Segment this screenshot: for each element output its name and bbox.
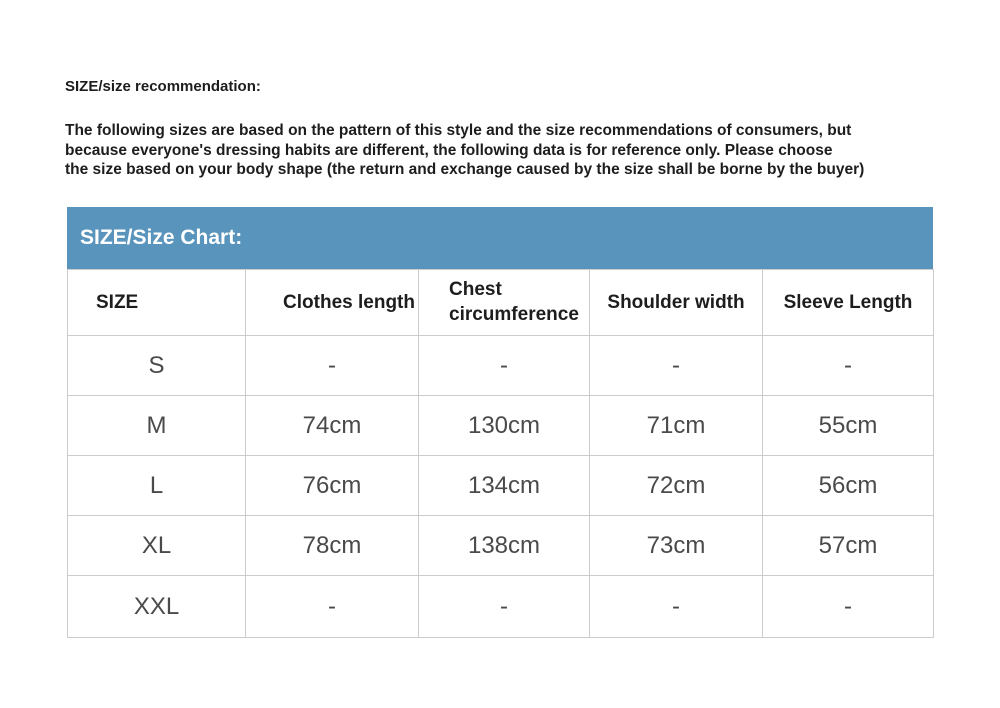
table-row [68,396,934,456]
table-row [68,516,934,576]
table-row [68,576,934,638]
size-chart-table [67,269,934,638]
value-cell: 78cm [246,516,419,576]
table-row [68,336,934,396]
column-header-shoulder-width: Shoulder width [590,270,763,336]
value-cell: 138cm [419,516,590,576]
value-cell: - [763,576,934,638]
size-cell: S [68,336,246,396]
size-cell: M [68,396,246,456]
column-header-size: SIZE [68,270,246,336]
description-line: The following sizes are based on the pattern of this style and the size recommendations of consumers, but [65,122,852,139]
column-header-sleeve-length: Sleeve Length [763,270,934,336]
column-header-chest-circumference: Chest circumference [419,270,590,336]
description-line: the size based on your body shape (the return and exchange caused by the size shall be borne by the buyer) [65,161,865,178]
size-recommendation-title: SIZE/size recommendation: [65,78,261,95]
size-recommendation-description [65,121,864,180]
value-cell: - [246,336,419,396]
value-cell: - [590,336,763,396]
value-cell: 76cm [246,456,419,516]
table-header-row [68,270,934,336]
value-cell: - [246,576,419,638]
table-row [68,456,934,516]
value-cell: 74cm [246,396,419,456]
value-cell: - [763,336,934,396]
value-cell: 72cm [590,456,763,516]
value-cell: 134cm [419,456,590,516]
value-cell: - [419,336,590,396]
value-cell: 71cm [590,396,763,456]
description-line: because everyone's dressing habits are different, the following data is for reference only. Please choose [65,141,833,159]
size-cell: XXL [68,576,246,638]
value-cell: - [590,576,763,638]
size-chart-banner [67,207,933,269]
size-cell: XL [68,516,246,576]
value-cell: 130cm [419,396,590,456]
size-cell: L [68,456,246,516]
value-cell: 56cm [763,456,934,516]
value-cell: - [419,576,590,638]
value-cell: 57cm [763,516,934,576]
column-header-clothes-length: Clothes length [246,270,419,336]
value-cell: 55cm [763,396,934,456]
size-chart-banner-label: SIZE/Size Chart: [80,226,243,249]
value-cell: 73cm [590,516,763,576]
